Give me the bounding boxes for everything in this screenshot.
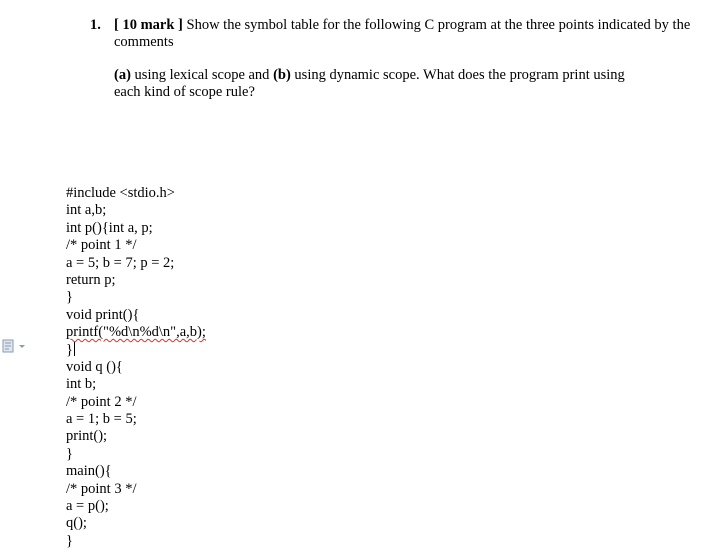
paste-options-icon[interactable]	[2, 339, 28, 353]
code-line: }	[66, 445, 73, 462]
code-line: void q (){	[66, 358, 123, 375]
code-line: main(){	[66, 463, 112, 480]
question-block	[90, 17, 710, 101]
subpart-b-text: using dynamic scope. What does the program print using	[290, 67, 625, 83]
code-line: return p;	[66, 271, 116, 288]
subpart-a-label: (a)	[114, 67, 131, 83]
subpart-a-text: using lexical scope and	[130, 67, 274, 83]
subpart-b-label: (b)	[273, 67, 291, 83]
code-line: }	[66, 289, 73, 306]
code-listing	[66, 185, 206, 550]
code-line: a = 5; b = 7; p = 2;	[66, 254, 175, 271]
subpart-line-2: each kind of scope rule?	[114, 84, 255, 100]
code-line: print();	[66, 428, 108, 445]
code-comment-point-2: /* point 2 */	[66, 393, 137, 410]
text-cursor	[74, 342, 75, 356]
code-line: int a,b;	[66, 202, 107, 219]
question-text-line-2: comments	[114, 34, 174, 50]
code-line: }	[66, 532, 73, 549]
code-line: int p(){int a, p;	[66, 219, 153, 236]
code-line-spellcheck-flagged: printf("%d\n%d\n",a,b);	[66, 324, 206, 341]
question-subparts	[114, 67, 710, 101]
subpart-line-1	[114, 67, 710, 84]
code-line: void print(){	[66, 306, 140, 323]
question-line-1	[114, 17, 710, 34]
code-text: }	[66, 341, 73, 358]
code-line: int b;	[66, 376, 97, 393]
code-line-with-cursor	[66, 342, 206, 359]
code-line: q();	[66, 515, 87, 532]
question-mark: [ 10 mark ]	[114, 17, 183, 33]
code-comment-point-1: /* point 1 */	[66, 237, 137, 254]
code-line: #include <stdio.h>	[66, 185, 175, 201]
question-number: 1.	[90, 17, 101, 33]
code-line: a = p();	[66, 498, 109, 515]
code-comment-point-3: /* point 3 */	[66, 480, 137, 497]
question-text: Show the symbol table for the following C program at the three points indicated by the	[182, 17, 691, 33]
code-line: a = 1; b = 5;	[66, 411, 137, 428]
question-body	[114, 17, 710, 101]
